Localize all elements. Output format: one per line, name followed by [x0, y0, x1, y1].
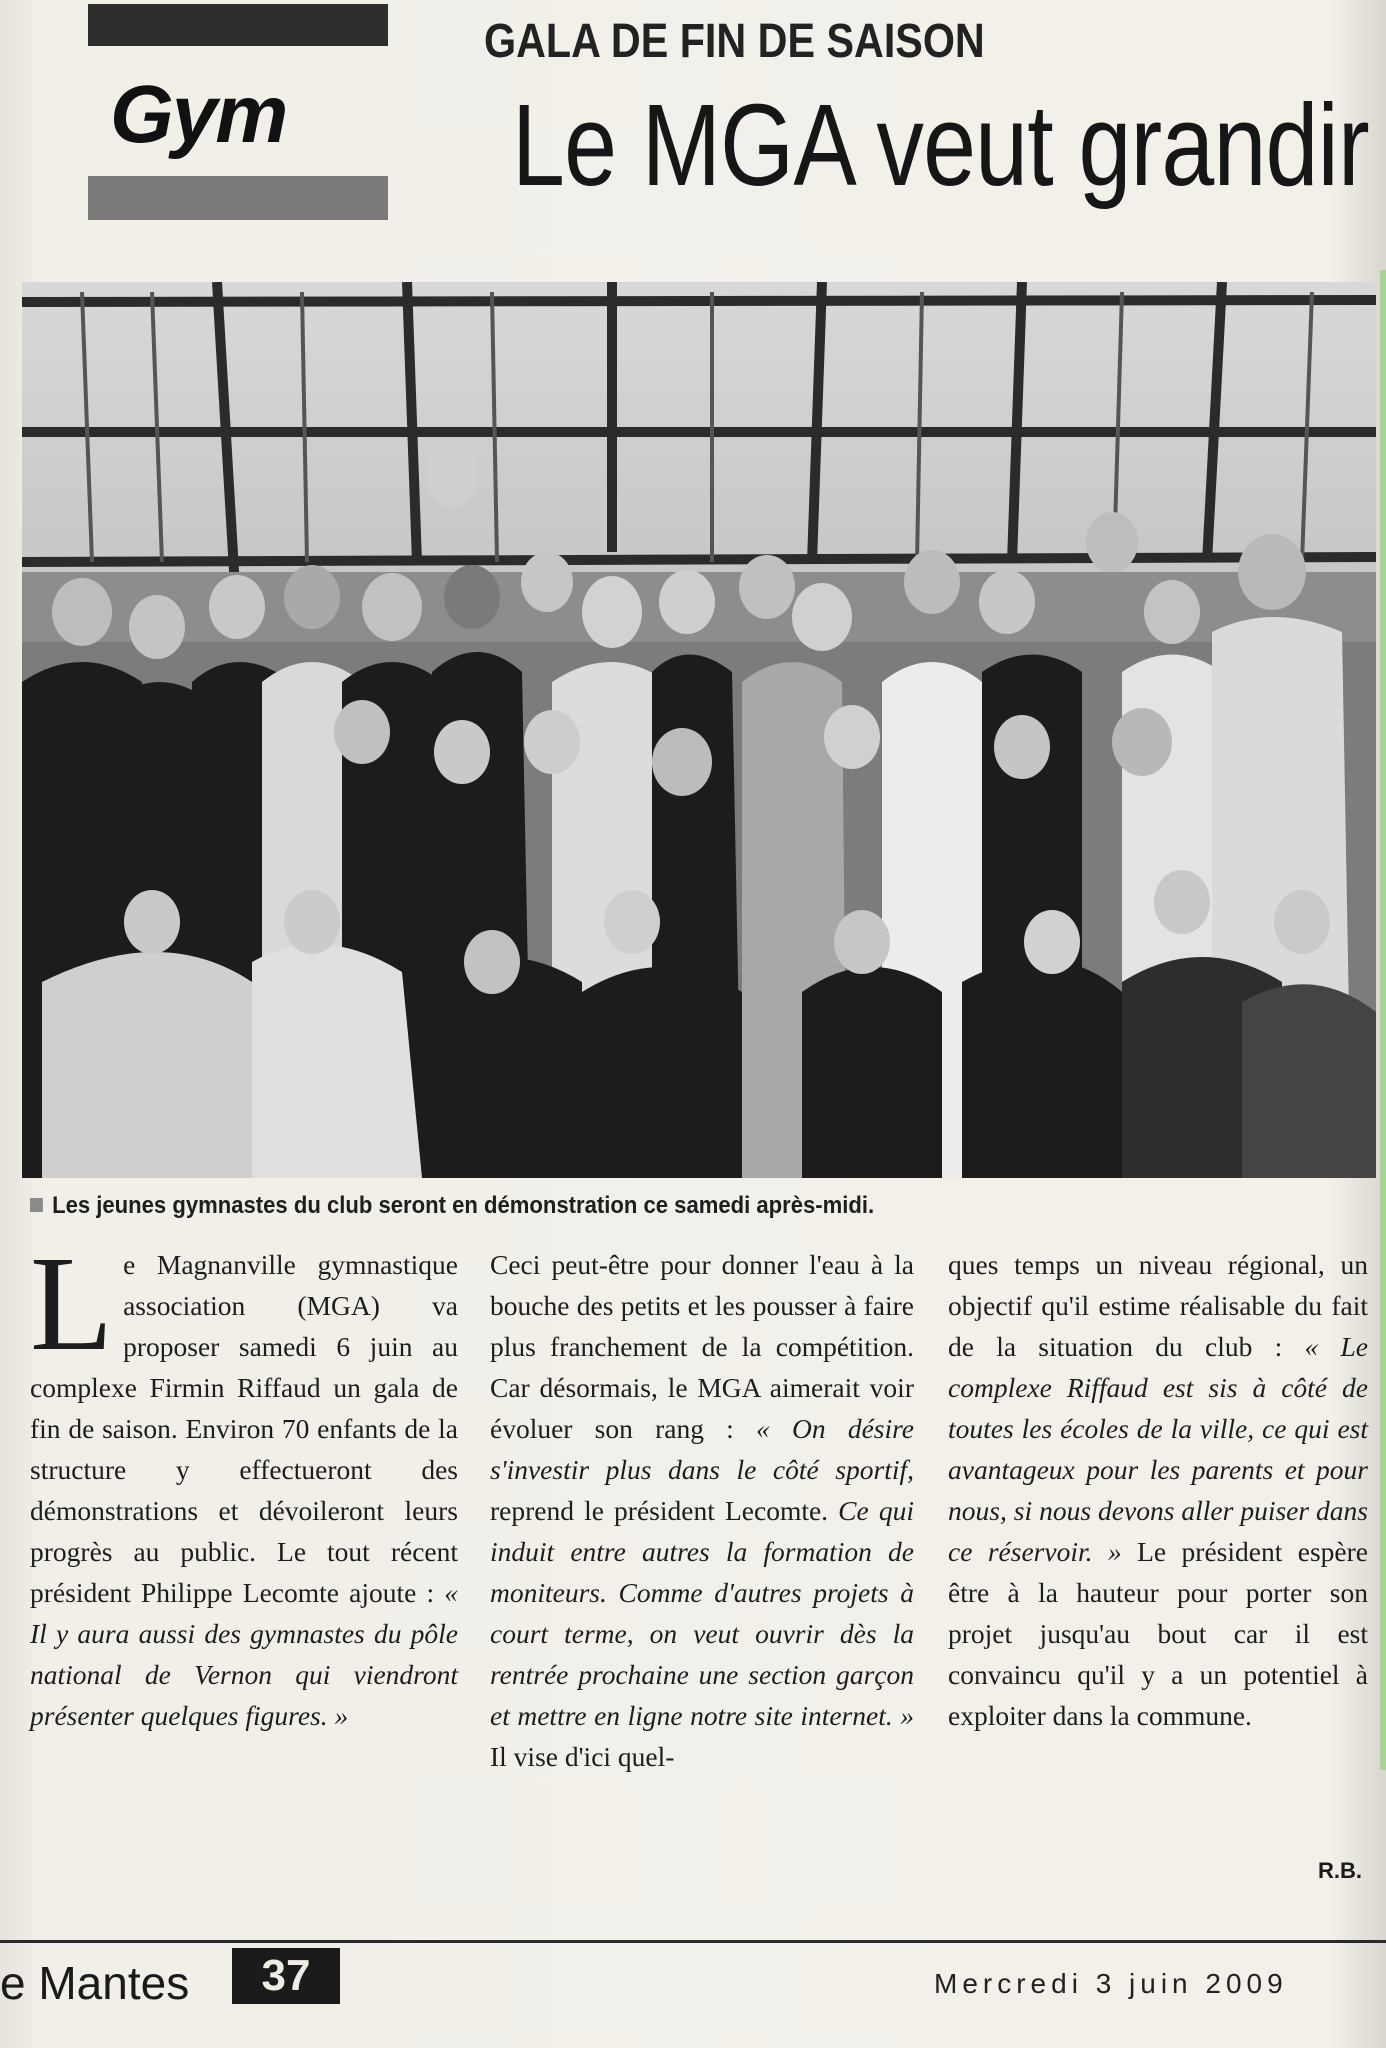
footer-rule: [0, 1940, 1386, 1943]
col2-quote-b: Ce qui induit entre autres la formation de moniteurs. Comme d'autres projets à court terme, on veut ouvrir dès la rentrée prochaine une section garçon et mettre en ligne notre site internet. »: [490, 1495, 914, 1731]
page-edge: [1380, 270, 1386, 1770]
col1-quote: « Il y aura aussi des gymnastes du pôle national de Vernon qui viendront présenter quelques figures. »: [30, 1577, 458, 1731]
group-photo: [22, 282, 1376, 1178]
col2-text-c: Il vise d'ici quel-: [490, 1741, 675, 1772]
article-column-1: [30, 1229, 458, 1736]
caption-marker: [30, 1198, 43, 1212]
kicker: GALA DE FIN DE SAISON: [484, 15, 985, 68]
col3-text-a: ques temps un niveau régional, un objectif qu'il estime réalisable du fait de la situation du club :: [948, 1249, 1368, 1362]
footer-date: Mercredi 3 juin 2009: [934, 1968, 1288, 1999]
drop-cap: L: [30, 1229, 114, 1379]
caption-text: Les jeunes gymnastes du club seront en démonstration ce samedi après-midi.: [52, 1192, 875, 1219]
col2-quote-a: « On désire s'investir plus dans le côté sportif,: [490, 1413, 915, 1485]
section-label: Gym: [110, 69, 287, 160]
header-bar-top: [88, 4, 388, 46]
headline: Le MGA veut grandir: [512, 80, 1369, 210]
col2-text-b: reprend le président Lecomte.: [490, 1495, 839, 1526]
byline: R.B.: [1318, 1858, 1362, 1883]
photo-caption: [30, 1192, 874, 1220]
col3-quote: « Le complexe Riffaud est sis à côté de toutes les écoles de la ville, ce qui est avantageux pour les parents et pour nous, si nous devons aller puiser dans ce réservoir. »: [948, 1331, 1368, 1567]
col2-text-a: Ceci peut-être pour donner l'eau à la bouche des petits et les pousser à faire plus franchement de la compétition. Car désormais, le MGA aimerait voir évoluer son rang :: [490, 1249, 914, 1444]
header-bar-bottom: [88, 176, 388, 220]
col3-text-b: Le président espère être à la hauteur pour porter son projet jusqu'au bout car il est convaincu qu'il y a un potentiel à exploiter dans la commune.: [948, 1536, 1368, 1731]
page-number: 37: [232, 1948, 340, 2004]
footer-title: e Mantes: [0, 1957, 190, 2009]
article-column-2: [490, 1244, 914, 1777]
col1-text: e Magnanville gymnastique association (MGA) va proposer samedi 6 juin au complexe Firmin Riffaud un gala de fin de saison. Environ 70 enfants de la structure y effectueront des démonstrations et dévoileront leurs progrès au public. Le tout récent président Philippe Lecomte ajoute :: [30, 1249, 458, 1608]
article-column-3: [948, 1244, 1368, 1736]
